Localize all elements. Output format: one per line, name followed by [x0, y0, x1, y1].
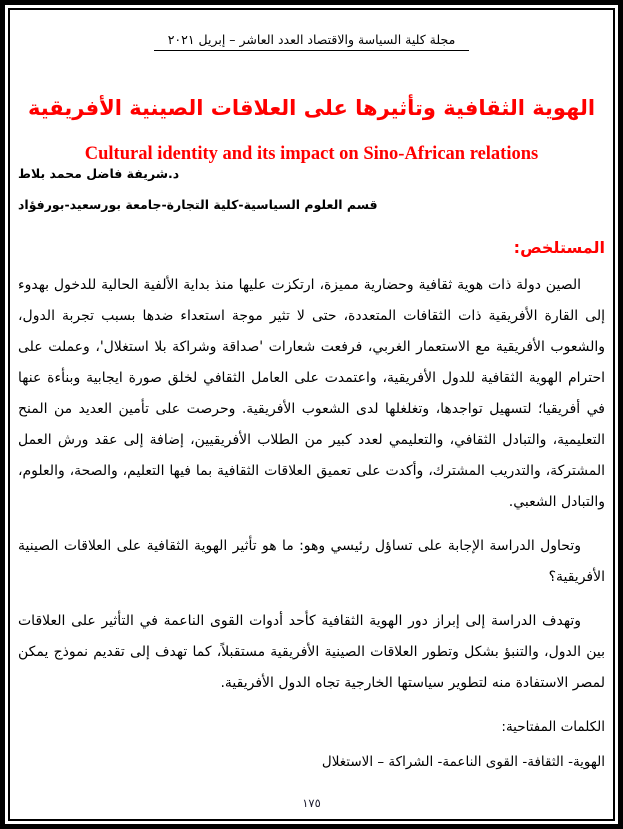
keywords-list: الهوية- الثقافة- القوى الناعمة- الشراكة – الاستغلال — [321, 754, 605, 771]
journal-header — [18, 32, 605, 51]
article-title-english: Cultural identity and its impact on Sino-African relations — [84, 144, 539, 165]
abstract-paragraph-3: وتهدف الدراسة إلى إبراز دور الهوية الثقافية كأحد أدوات القوى الناعمة في التأثير على العلاقات بين الدول، والتنبؤ بشكل وتطور العلاقات الصينية الأفريقية مستقبلاً، كما تهدف إلى تقديم نموذج يمكن لمصر الاستفادة منه لتطوير سياستها الخارجية تجاه الدول الأفريقية. — [18, 613, 605, 692]
page-number: ١٧٥ — [302, 796, 321, 811]
journal-header-text: مجلة كلية السياسة والاقتصاد العدد العاشر – إبريل ٢٠٢١ — [154, 32, 470, 51]
author-affiliation: قسم العلوم السياسية-كلية التجارة-جامعة بورسعيد-بورفؤاد — [18, 197, 378, 213]
page-content-area — [8, 8, 615, 821]
abstract-paragraph-1: الصين دولة ذات هوية ثقافية وحضارية مميزة، ارتكزت عليها منذ بداية الألفية الحالية للدخول بهدوء إلى القارة الأفريقية ذات الثقافات المتعددة، حتى لا تثير موجة استعداء ضدها بسبب تجربة الدول، والشعوب الأفريقية مع الاستعمار الغربي، فرفعت شعارات 'صداقة وشراكة بلا استغلال'، وعملت على احترام الهوية الثقافية للدول الأفريقية، واعتمدت على العامل الثقافي لخلق صورة ايجابية وبنأءة عنها في أفريقيا؛ لتسهيل تواجدها، وتغلغلها لدى الشعوب الأفريقية. وحرصت على تأمين العديد من المنح التعليمية، والتبادل الثقافي، والتعليمي لعدد كبير من الطلاب الأفريقيين، إضافة إلى عقد ورش العمل المشتركة، والتدريب المشترك، وأكدت على تعميق العلاقات الثقافية بما فيها التعليم، والصحة، والعلوم، والتبادل الشعبي. — [18, 277, 605, 511]
keywords-heading: الكلمات المفتاحية: — [501, 719, 605, 736]
article-title-arabic: الهوية الثقافية وتأثيرها على العلاقات الصينية الأفريقية — [27, 96, 596, 120]
abstract-heading: المستلخص: — [513, 238, 605, 258]
author-name: د.شريفة فاضل محمد بلاط — [18, 166, 180, 182]
abstract-paragraph-2: وتحاول الدراسة الإجابة على تساؤل رئيسي وهو: ما هو تأثير الهوية الثقافية على العلاقات الصينية الأفريقية؟ — [18, 538, 605, 586]
